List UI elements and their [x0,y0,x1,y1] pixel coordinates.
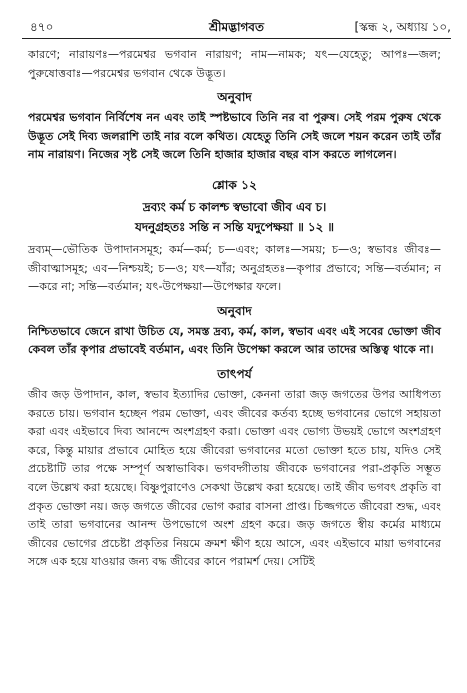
synonyms-continued: কারণে; নারায়ণঃ—পরমেশ্বর ভগবান নারায়ণ; নাম—নামক; যৎ—যেহেতু; আপঃ—জল; পুরুষোত্তবাঃ—পরমেশ্বর ভগবান থেকে উদ্ভূত। [28,48,441,80]
page-number: ৪৭০ [30,20,54,34]
word-synonyms: দ্রব্যম্—ভৌতিক উপাদানসমূহ; কর্ম—কর্ম; চ—এবং; কালঃ—সময়; চ—ও; স্বভাবঃ জীবঃ—জীবাত্মাসমূহ; এব—নিশ্চয়ই; চ—ও; যৎ—যাঁর; অনুগ্রহতঃ—কৃপার প্রভাবে; সন্তি—বর্তমান; ন—করে না; সন্তি—বর্তমান; যৎ-উপেক্ষয়া—উপেক্ষার ফলে। [28,242,441,294]
canto-chapter-label: [স্কন্ধ ২, অধ্যায় ১০, [354,20,451,34]
purport-heading: তাৎপর্য [217,366,252,381]
purport-text: জীব জড় উপাদান, কাল, স্বভাব ইত্যাদির ভোক্তা, কেননা তারা জড় জগতের উপর আধিপত্য করতে চায়। ভগবান হচ্ছেন পরম ভোক্তা, এবং জীবের কর্তব্য হচ্ছে ভগবানের ভোগে সহায়তা করা এবং এইভাবে দিব্য আনন্দে অংশগ্রহণ করা। ভোক্তা এবং ভোগ্য উভয়ই ভোগে অংশগ্রহণ করে, কিন্তু মায়ার প্রভাবে মোহিত হয়ে জীবেরা ভগবানের মতো ভোক্তা হতে চায়, যদিও সেই প্রচেষ্টাটি তার পক্ষে সম্পূর্ণ অস্বাভাবিক। ভগবদ্গীতায় জীবকে ভগবানের পরা-প্রকৃতি সম্ভূত বলে উল্লেখ করা হয়েছে। বিষ্ণুপুরাণেও সেকথা উল্লেখ করা হয়েছে। তাই জীব ভগবৎ প্রকৃতি বা প্রকৃত ভোক্তা নয়। জড় জগতে জীবের ভোগ করার বাসনা প্রাপ্ত। চিজ্জগতে জীবেরা শুদ্ধ, এবং তাই তারা ভগবানের আনন্দ উপভোগে অংশ গ্রহণ করে। জড় জগতে স্বীয় কর্মের মাধ্যমে জীবের ভোগের প্রচেষ্টা প্রকৃতির নিয়মে ক্রমশ ক্ষীণ হয়ে আসে, এবং এইভাবে মায়া ভগবানের সঙ্গে এক হয়ে যাওয়ার জন্য বদ্ধ জীবের কানে পরামর্শ দেয়। সেটিই [28,387,441,569]
page-header [22,16,451,39]
verse-line-1: দ্রব্যং কর্ম চ কালশ্চ স্বভাবো জীব এব চ। [142,199,327,214]
page-content [28,46,441,572]
verse-heading: শ্লোক ১২ [211,177,258,192]
translation-text-2: নিশ্চিতভাবে জেনে রাখা উচিত যে, সমস্ত দ্রব্য, কর্ম, কাল, স্বভাব এবং এই সবের ভোক্তা জীব কেবল তাঁর কৃপার প্রভাবেই বর্তমান, এবং তিনি উপেক্ষা করলে আর তাদের অস্তিত্ব থাকে না। [28,324,441,357]
translation-heading: অনুবাদ [217,90,252,105]
translation-heading-2: অনুবাদ [217,303,252,318]
translation-text: পরমেশ্বর ভগবান নির্বিশেষ নন এবং তাই স্পষ্টভাবে তিনি নর বা পুরুষ। সেই পরম পুরুষ থেকে উদ্ভূত সেই দিব্য জলরাশি তাই নার বলে কথিত। যেহেতু তিনি সেই জলে শয়ন করেন তাই তাঁর নাম নারায়ণ। নিজের সৃষ্ট সেই জলে তিনি হাজার হাজার বছর বাস করতে লাগলেন। [28,111,441,162]
book-title: শ্রীমদ্ভাগবত [208,20,264,34]
verse-text [28,197,441,237]
verse-line-2: যদনুগ্রহতঃ সন্তি ন সন্তি যদুপেক্ষয়া ॥ ১২ ॥ [135,219,334,234]
